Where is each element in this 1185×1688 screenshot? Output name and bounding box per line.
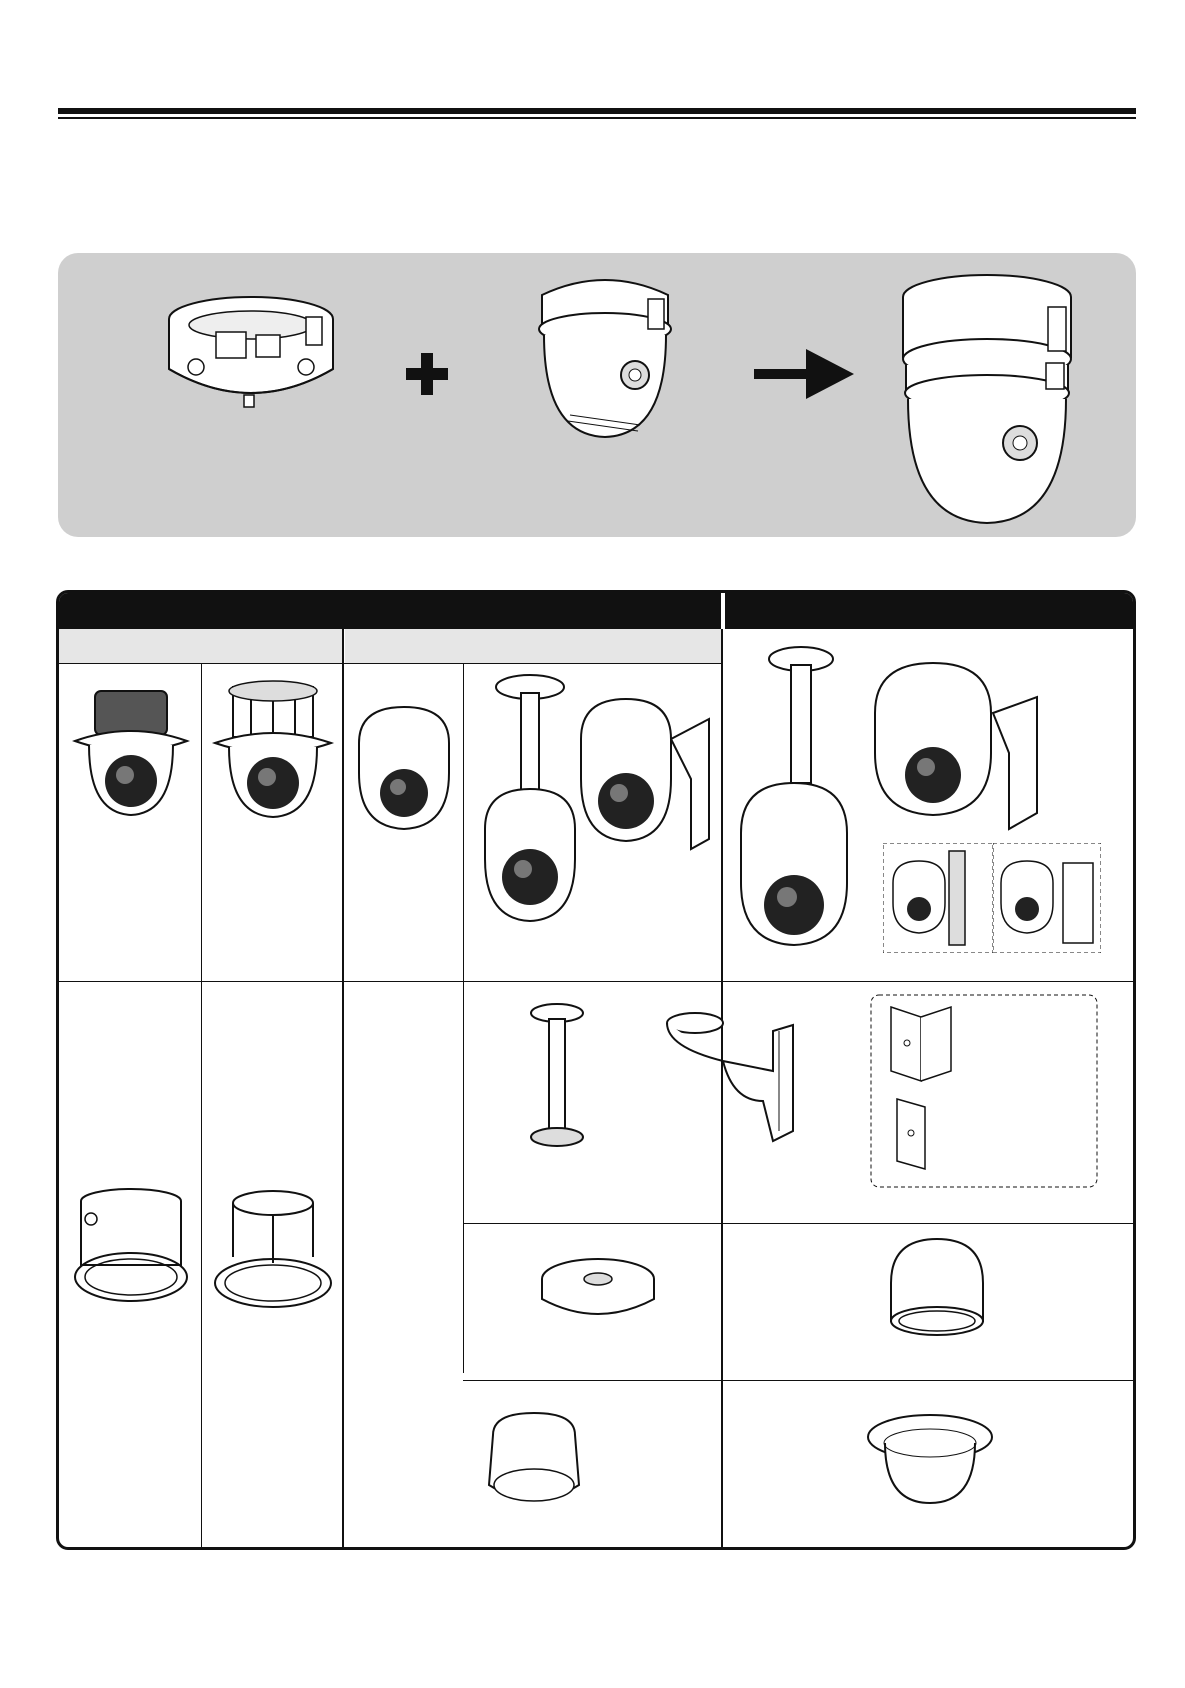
title-rule-thin — [58, 117, 1136, 119]
camera-unit-icon — [530, 265, 680, 445]
group-header-indoor — [59, 593, 721, 629]
sub-header-exposed — [345, 629, 721, 663]
pole-mount-camera-icon — [883, 843, 993, 953]
wall-bracket-icon — [663, 1001, 813, 1151]
plus-icon — [406, 353, 448, 395]
divider — [201, 663, 202, 1550]
indoor-cover-icon — [479, 1405, 589, 1515]
group-header-indoor-label — [59, 601, 71, 621]
divider — [463, 663, 464, 1373]
surface-dome-camera-icon — [351, 703, 457, 833]
camera-base-icon — [156, 277, 346, 427]
assembled-camera-icon — [892, 267, 1082, 529]
divider — [463, 1223, 1136, 1224]
divider — [342, 629, 344, 1550]
embedded-dome-camera-frame-icon — [211, 677, 335, 827]
divider — [463, 1380, 1136, 1381]
sub-header-exposed-label — [345, 637, 355, 654]
outdoor-cover-icon — [881, 1233, 993, 1343]
outdoor-pendant-camera-icon — [735, 643, 853, 949]
pendant-dome-camera-icon — [475, 669, 585, 929]
sub-header-embedded-label — [59, 637, 69, 654]
embedded-bracket-icon — [211, 1187, 335, 1317]
corner-mount-camera-icon — [993, 843, 1101, 953]
embedded-housing-icon — [71, 1187, 191, 1317]
group-header-outdoor — [725, 593, 1136, 629]
title-rule-thick — [58, 108, 1136, 114]
divider — [59, 981, 1136, 982]
sub-header-embedded — [59, 629, 342, 663]
embedded-dome-camera-icon — [71, 685, 191, 825]
outdoor-wall-camera-icon — [869, 653, 1049, 853]
mounting-table — [56, 590, 1136, 1550]
wall-mount-dome-camera-icon — [571, 689, 721, 859]
arrow-right-icon — [754, 347, 854, 401]
divider — [721, 1223, 722, 1550]
dome-cover-icon — [865, 1407, 995, 1507]
pole-adapter-icon — [889, 1093, 939, 1173]
mount-plate-icon — [533, 1249, 663, 1329]
assembly-panel — [58, 253, 1136, 537]
divider — [59, 663, 721, 664]
pendant-pipe-icon — [527, 1001, 587, 1151]
group-header-outdoor-label — [725, 601, 737, 621]
